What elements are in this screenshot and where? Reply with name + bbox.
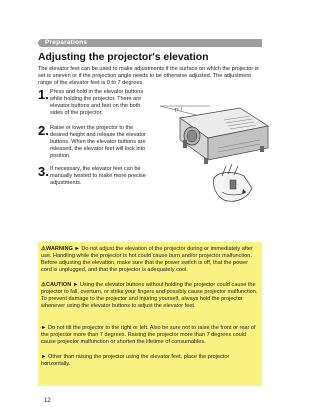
intro-paragraph: The elevator feet can be used to make adjustments if the surface on which the projector is set is uneven or if the projection angle needs to be otherwise adjusted. The adjustment range of the elevator feet is 0 to 7 degrees.: [38, 66, 259, 86]
caution-bullet-3: ► Other than raising the projector using the elevator feet, place the projector horizontally.: [41, 354, 230, 367]
section-label: Preparations: [45, 39, 88, 46]
step-number: 3.: [38, 164, 49, 179]
caution-paragraph: [41, 282, 260, 310]
caution-icon: ⚠: [41, 282, 46, 288]
warning-box: [38, 242, 262, 386]
projector-icon: [180, 108, 268, 164]
step-text: If necessary, the elevator feet can be manually twisted to make more precise adjustments.: [50, 166, 146, 186]
angle-label: 7°: [174, 108, 179, 114]
warning-paragraph: [41, 246, 260, 274]
step-text: Press and hold in the elevator buttons while holding the projector. There are elevator buttons and feet on the both sides of the projector.: [50, 89, 144, 116]
projector-elevation-illustration: [152, 96, 270, 214]
warning-text: ► Do not adjust the elevation of the projector during or immediately after use. Handling while the projector is hot could cause burn and/or projector malfunction. Before adjusting the elevation, make sure that the power switch is off, that the power cord is unplugged, and that the projector is adequately cool.: [41, 246, 253, 273]
step-number: 2.: [38, 123, 49, 138]
section-header-bar: [38, 39, 262, 47]
page-title: Adjusting the projector's elevation: [38, 52, 209, 63]
caution-label: CAUTION: [45, 282, 72, 288]
page-number: 12: [44, 398, 51, 404]
step-number: 1.: [38, 87, 49, 102]
warning-icon: ⚠: [41, 246, 46, 252]
step-text: Raise or lower the projector to the desired height and release the elevator buttons. When the elevator buttons are released, the elevator feet will lock into position.: [50, 125, 146, 159]
warning-label: WARNING: [45, 246, 73, 252]
elevator-foot-hand-icon: [213, 164, 252, 201]
caution-bullet-2: ► Do not tilt the projector to the right or left. Also be sure not to raise the front or rear of the projector more than 7 degrees. Raising the projector more than 7 degrees could cause projector malfunction or shorten the lifetime of consumables.: [41, 325, 256, 345]
caution-text: ► Using the elevator buttons without holding the projector could cause the projector to fall, overturn, or strike your fingers and possibly cause projector malfunction. To prevent damage to the projector and injuring yourself, always hold the projector whenever using the elevator buttons to adjust the elevator feet.: [41, 282, 258, 309]
